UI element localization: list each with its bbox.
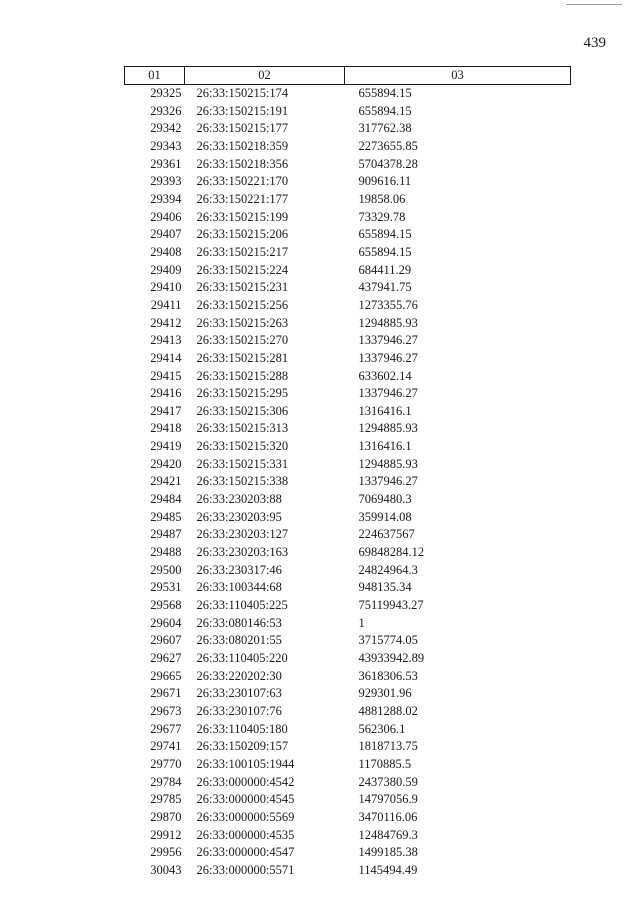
table-row (125, 597, 571, 615)
cell-01: 29408 (150, 244, 182, 259)
table-row (125, 791, 571, 809)
cell-02: 26:33:000000:4545 (196, 792, 295, 807)
cell-03: 1316416.1 (358, 403, 412, 418)
cell-01: 29500 (150, 562, 182, 577)
cell-01: 29673 (150, 703, 182, 718)
cell-02: 26:33:150215:281 (196, 350, 289, 365)
cell-02: 26:33:150215:256 (196, 297, 289, 312)
table-row (125, 756, 571, 774)
cell-02: 26:33:110405:180 (196, 721, 288, 736)
cell-01: 29485 (150, 509, 182, 524)
table-row (125, 544, 571, 562)
cell-01: 29415 (150, 368, 182, 383)
cell-03: 19858.06 (358, 191, 406, 206)
cell-01: 29417 (150, 403, 182, 418)
cell-02: 26:33:150215:177 (196, 121, 289, 136)
cell-02: 26:33:150221:177 (196, 191, 289, 206)
cell-02: 26:33:150215:174 (196, 86, 289, 100)
cell-02: 26:33:230107:63 (196, 686, 282, 701)
cell-02: 26:33:230203:163 (196, 545, 289, 560)
cell-01: 29741 (150, 739, 182, 754)
cell-01: 29604 (150, 615, 182, 630)
cell-02: 26:33:150215:338 (196, 474, 289, 489)
cell-01: 29406 (150, 209, 182, 224)
cell-03: 1 (358, 615, 365, 630)
table-row (125, 226, 571, 244)
cell-01: 29361 (150, 156, 182, 171)
cell-01: 29411 (150, 297, 182, 312)
cell-02: 26:33:000000:5571 (196, 862, 295, 877)
table-row (125, 262, 571, 280)
cell-01: 29671 (150, 686, 182, 701)
cell-01: 29418 (150, 421, 182, 436)
table-row (125, 579, 571, 597)
column-header-01: 01 (125, 67, 185, 85)
table-row (125, 438, 571, 456)
table-row (125, 562, 571, 580)
cell-02: 26:33:150215:199 (196, 209, 289, 224)
cell-01: 29409 (150, 262, 182, 277)
cell-01: 29343 (150, 138, 182, 153)
cell-03: 437941.75 (358, 280, 412, 295)
cell-02: 26:33:000000:4547 (196, 845, 295, 860)
table-row (125, 738, 571, 756)
cell-01: 29412 (150, 315, 182, 330)
cell-03: 1337946.27 (358, 474, 418, 489)
cell-02: 26:33:230107:76 (196, 703, 282, 718)
cell-03: 1294885.93 (358, 315, 418, 330)
cell-03: 317762.38 (358, 121, 412, 136)
cell-03: 3715774.05 (358, 633, 418, 648)
cell-01: 29870 (150, 809, 182, 824)
cell-03: 655894.15 (358, 86, 412, 100)
cell-01: 29665 (150, 668, 182, 683)
column-header-02: 02 (185, 67, 345, 85)
cell-03: 3470116.06 (358, 809, 418, 824)
cell-01: 30043 (150, 862, 182, 877)
table-row (125, 721, 571, 739)
cell-01: 29912 (150, 827, 182, 842)
cell-01: 29394 (150, 191, 182, 206)
cell-02: 26:33:150215:320 (196, 439, 289, 454)
cell-01: 29325 (150, 86, 182, 100)
cell-01: 29568 (150, 598, 182, 613)
cell-03: 224637567 (358, 527, 415, 542)
cell-03: 1337946.27 (358, 350, 418, 365)
cell-02: 26:33:000000:4542 (196, 774, 295, 789)
cell-01: 29488 (150, 545, 182, 560)
cell-03: 633602.14 (358, 368, 412, 383)
cell-03: 12484769.3 (358, 827, 418, 842)
cell-01: 29531 (150, 580, 182, 595)
cell-03: 929301.96 (358, 686, 412, 701)
cell-03: 14797056.9 (358, 792, 418, 807)
cell-02: 26:33:150215:331 (196, 456, 289, 471)
cell-02: 26:33:150218:356 (196, 156, 289, 171)
cell-02: 26:33:150215:231 (196, 280, 289, 295)
table-row (125, 844, 571, 862)
table-row (125, 491, 571, 509)
cell-01: 29784 (150, 774, 182, 789)
table-row (125, 297, 571, 315)
cell-03: 2273655.85 (358, 138, 418, 153)
cell-03: 4881288.02 (358, 703, 418, 718)
table-row (125, 350, 571, 368)
cell-02: 26:33:080201:55 (196, 633, 282, 648)
cell-03: 24824964.3 (358, 562, 418, 577)
table-row (125, 473, 571, 491)
table-row (125, 526, 571, 544)
cell-02: 26:33:150209:157 (196, 739, 289, 754)
cell-02: 26:33:000000:5569 (196, 809, 295, 824)
table-row (125, 103, 571, 121)
table-row (125, 85, 571, 103)
cell-02: 26:33:000000:4535 (196, 827, 295, 842)
table-row (125, 809, 571, 827)
cell-03: 7069480.3 (358, 492, 412, 507)
cell-02: 26:33:230203:95 (196, 509, 282, 524)
cell-02: 26:33:150215:313 (196, 421, 289, 436)
cell-01: 29419 (150, 439, 182, 454)
cell-01: 29413 (150, 333, 182, 348)
table-row (125, 774, 571, 792)
cell-03: 75119943.27 (358, 598, 424, 613)
table-row (125, 420, 571, 438)
cell-01: 29420 (150, 456, 182, 471)
cell-01: 29484 (150, 492, 182, 507)
cell-01: 29407 (150, 227, 182, 242)
cell-02: 26:33:100105:1944 (196, 756, 295, 771)
cell-03: 1818713.75 (358, 739, 418, 754)
cell-03: 73329.78 (358, 209, 406, 224)
table-row (125, 191, 571, 209)
cell-02: 26:33:150215:288 (196, 368, 289, 383)
cell-02: 26:33:100344:68 (196, 580, 282, 595)
cell-02: 26:33:150215:295 (196, 386, 289, 401)
cell-01: 29487 (150, 527, 182, 542)
table-row (125, 862, 571, 880)
top-edge-rule (566, 4, 622, 5)
page-number: 439 (583, 35, 606, 51)
table-row (125, 156, 571, 174)
header-row (125, 67, 571, 85)
table-row (125, 385, 571, 403)
cell-03: 359914.08 (358, 509, 412, 524)
table-row (125, 632, 571, 650)
cell-02: 26:33:150215:306 (196, 403, 289, 418)
table-row (125, 209, 571, 227)
table-row (125, 332, 571, 350)
table-row (125, 615, 571, 633)
cell-03: 3618306.53 (358, 668, 418, 683)
column-header-03: 03 (345, 67, 571, 85)
cell-03: 948135.34 (358, 580, 412, 595)
cell-02: 26:33:150218:359 (196, 138, 289, 153)
table-row (125, 279, 571, 297)
cell-02: 26:33:150215:191 (196, 103, 289, 118)
data-table (124, 66, 571, 880)
table-row (125, 456, 571, 474)
cell-02: 26:33:110405:225 (196, 598, 288, 613)
table-row (125, 138, 571, 156)
table-row (125, 685, 571, 703)
cell-01: 29956 (150, 845, 182, 860)
table-row (125, 650, 571, 668)
cell-01: 29421 (150, 474, 182, 489)
cell-03: 1499185.38 (358, 845, 418, 860)
cell-03: 1170885.5 (358, 756, 412, 771)
cell-03: 562306.1 (358, 721, 406, 736)
cell-03: 909616.11 (358, 174, 412, 189)
cell-03: 1294885.93 (358, 456, 418, 471)
cell-01: 29393 (150, 174, 182, 189)
table-row (125, 120, 571, 138)
table-body (125, 85, 571, 880)
cell-03: 5704378.28 (358, 156, 418, 171)
cell-02: 26:33:230203:88 (196, 492, 282, 507)
cell-02: 26:33:230317:46 (196, 562, 282, 577)
cell-01: 29677 (150, 721, 182, 736)
cell-03: 69848284.12 (358, 545, 425, 560)
table-row (125, 244, 571, 262)
table-row (125, 827, 571, 845)
cell-02: 26:33:110405:220 (196, 651, 288, 665)
cell-02: 26:33:150221:170 (196, 174, 289, 189)
cell-01: 29607 (150, 633, 182, 648)
cell-02: 26:33:080146:53 (196, 615, 282, 630)
cell-03: 1145494.49 (358, 862, 418, 877)
table-row (125, 703, 571, 721)
cell-01: 29627 (150, 651, 182, 665)
cell-03: 655894.15 (358, 103, 412, 118)
cell-02: 26:33:150215:263 (196, 315, 289, 330)
cell-02: 26:33:220202:30 (196, 668, 282, 683)
cell-03: 1316416.1 (358, 439, 412, 454)
data-table-container (124, 66, 570, 880)
cell-01: 29414 (150, 350, 182, 365)
table-row (125, 509, 571, 527)
cell-03: 2437380.59 (358, 774, 418, 789)
table-header (125, 67, 571, 85)
cell-02: 26:33:230203:127 (196, 527, 289, 542)
cell-03: 684411.29 (358, 262, 412, 277)
cell-01: 29326 (150, 103, 182, 118)
cell-03: 655894.15 (358, 244, 412, 259)
cell-03: 1294885.93 (358, 421, 418, 436)
cell-01: 29770 (150, 756, 182, 771)
cell-03: 43933942.89 (358, 651, 425, 665)
table-row (125, 315, 571, 333)
table-row (125, 173, 571, 191)
table-row (125, 668, 571, 686)
cell-02: 26:33:150215:270 (196, 333, 289, 348)
table-row (125, 368, 571, 386)
cell-01: 29410 (150, 280, 182, 295)
table-row (125, 403, 571, 421)
cell-01: 29342 (150, 121, 182, 136)
cell-03: 1273355.76 (358, 297, 418, 312)
cell-02: 26:33:150215:217 (196, 244, 289, 259)
cell-03: 1337946.27 (358, 333, 418, 348)
cell-03: 655894.15 (358, 227, 412, 242)
cell-01: 29416 (150, 386, 182, 401)
cell-02: 26:33:150215:206 (196, 227, 289, 242)
cell-01: 29785 (150, 792, 182, 807)
cell-03: 1337946.27 (358, 386, 418, 401)
cell-02: 26:33:150215:224 (196, 262, 289, 277)
